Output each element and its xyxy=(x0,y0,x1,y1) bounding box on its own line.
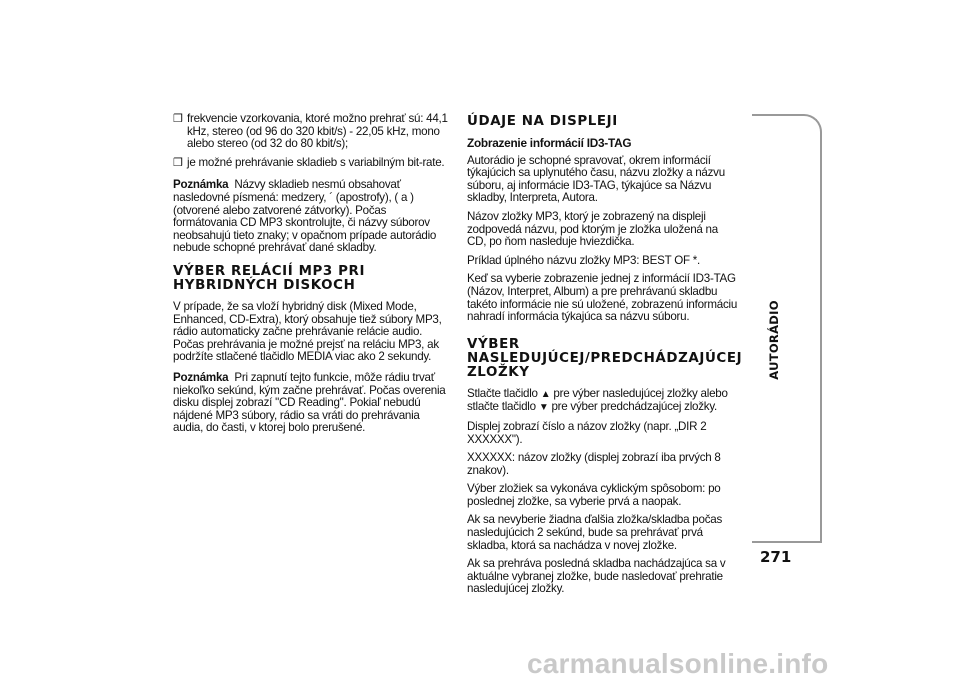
paragraph: V prípade, že sa vloží hybridný disk (Mixed Mode, Enhanced, CD-Extra), ktorý obsahuje tiež súbory MP3, rádio automaticky začne prehrávanie relácie audio. Počas prehrávania je možné prejsť na reláciu MP3, ak podržíte stlačené tlačidlo MEDIA viac ako 2 sekundy. xyxy=(173,299,442,364)
paragraph: Príklad úplného názvu zložky MP3: BEST OF *. xyxy=(467,253,701,267)
arrow-up-icon: ▲ xyxy=(540,388,551,400)
paragraph xyxy=(467,388,739,415)
note-text: Názvy skladieb nesmú obsahovať nasledovné písmená: medzery, ´ (apostrofy), ( a ) (otvorené alebo zatvorené zátvorky). Počas formátovania CD MP3 skontrolujte, či názvy súborov neobsahujú tieto znaky; v opačnom prípade autorádio nebude schopné prehrávať dané skladby. xyxy=(173,178,437,255)
watermark: carmanualsonline.info xyxy=(527,648,829,679)
page-number: 271 xyxy=(760,548,792,566)
paragraph: Ak sa prehráva posledná skladba nachádzajúca sa v aktuálne vybranej zložke, bude nasledovať prehratie nasledujúcej zložky. xyxy=(467,557,726,596)
right-column xyxy=(467,113,743,602)
bullet-text: frekvencie vzorkovania, ktoré možno prehrať sú: 44,1 kHz, stereo (od 96 do 320 kbit/s) - 22,05 kHz, mono alebo stereo (od 32 do 80 kbit/s); xyxy=(187,112,448,151)
section-heading: ÚDAJE NA DISPLEJI xyxy=(467,114,618,129)
checkbox-bullet-icon: ❒ xyxy=(173,113,183,125)
paragraph: Ak sa nevyberie žiadna ďalšia zložka/skladba počas nasledujúcich 2 sekúnd, bude sa prehrávať prvá skladba, ktorá sa nachádza v novej zložke. xyxy=(467,513,722,552)
note-paragraph xyxy=(173,179,451,255)
paragraph: Autorádio je schopné spravovať, okrem informácií týkajúcich sa uplynutého času, názvu zložky a názvu súboru, aj informácie ID3-TAG, týkajúce sa Názvu skladby, Interpreta, Autora. xyxy=(467,153,725,205)
chapter-tab xyxy=(752,114,822,543)
paragraph: Keď sa vyberie zobrazenie jednej z informácií ID3-TAG (Názov, Interpret, Album) a pre prehrávanú skladbu takéto informácie nie sú uložené, zobrazenú informáciu nahradí informácia týkajúca sa názvu súboru. xyxy=(467,272,738,324)
list-item xyxy=(173,157,451,170)
chapter-tab-rule xyxy=(752,541,820,543)
checkbox-bullet-icon: ❒ xyxy=(173,156,183,169)
paragraph: Výber zložiek sa vykonáva cyklickým spôsobom: po poslednej zložke, sa vyberie prvá a naopak. xyxy=(467,482,721,508)
section-heading: VÝBER RELÁCIÍ MP3 PRI HYBRIDNÝCH DISKOCH xyxy=(173,263,366,293)
text-fragment: pre výber nasledujúcej zložky alebo stlačte tlačidlo xyxy=(467,386,728,414)
bullet-text: je možné prehrávanie skladieb s variabilným bit-rate. xyxy=(187,155,445,169)
text-fragment: Stlačte tlačidlo xyxy=(467,386,538,400)
left-column xyxy=(173,113,451,441)
subheading: Zobrazenie informácií ID3-TAG xyxy=(467,136,632,150)
chapter-label xyxy=(764,300,784,380)
paragraph: Displej zobrazí číslo a názov zložky (napr. „DIR 2 XXXXXX"). xyxy=(467,419,707,446)
section-heading: VÝBER NASLEDUJÚCEJ/PREDCHÁDZAJÚCEJ ZLOŽKY xyxy=(467,336,743,380)
paragraph: XXXXXX: názov zložky (displej zobrazí iba prvých 8 znakov). xyxy=(467,451,721,477)
list-item xyxy=(173,113,451,151)
text-fragment: pre výber predchádzajúcej zložky. xyxy=(551,400,717,414)
paragraph: Názov zložky MP3, ktorý je zobrazený na displeji zodpovedá názvu, pod ktorým je zložka uložená na CD, po ňom nasleduje hviezdička. xyxy=(467,209,718,249)
note-label: Poznámka xyxy=(173,370,229,384)
chapter-label-text: AUTORÁDIO xyxy=(767,300,781,380)
note-paragraph xyxy=(173,372,451,435)
note-text: Pri zapnutí tejto funkcie, môže rádiu trvať niekoľko sekúnd, kým začne prehrávať. Počas overenia disku displej zobrazí "CD Reading". Pokiaľ nebudú nájdené MP3 súbory, rádio sa vráti do prehrávania audia, do časti, v ktorej bolo prerušené. xyxy=(173,370,446,435)
arrow-down-icon: ▼ xyxy=(538,402,549,414)
note-label: Poznámka xyxy=(173,178,229,192)
